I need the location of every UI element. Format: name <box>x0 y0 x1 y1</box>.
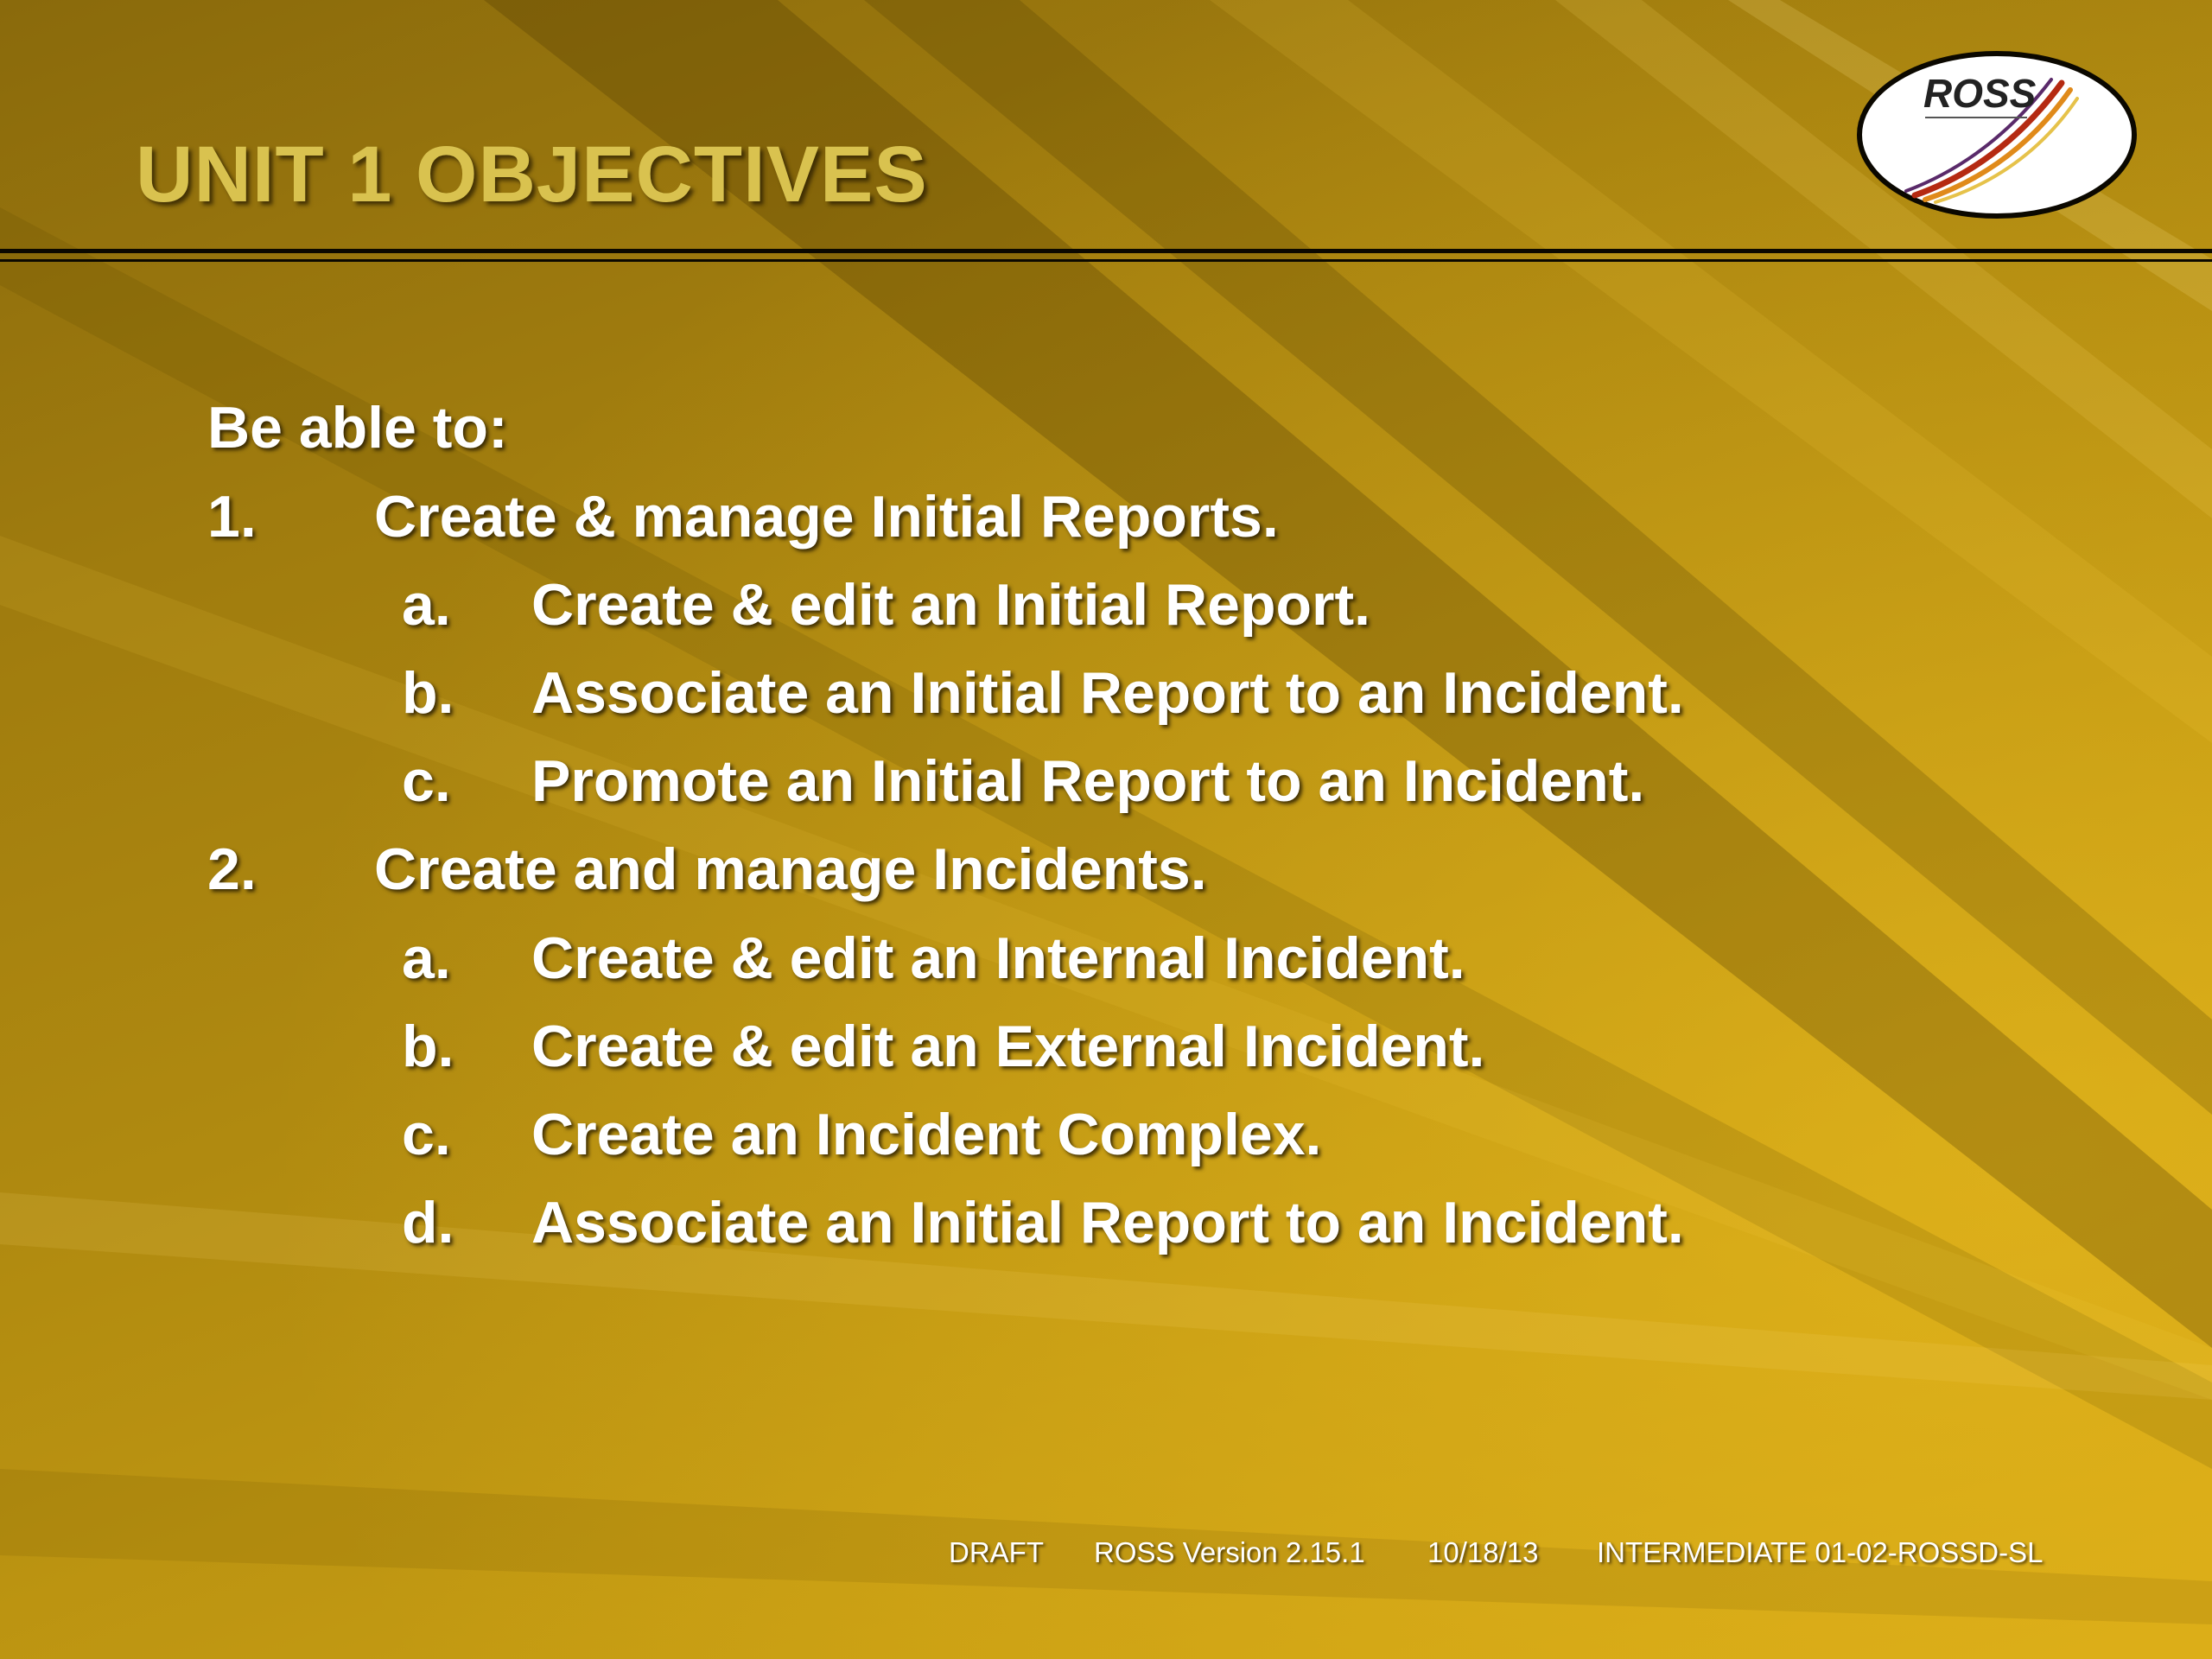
list-item-text: Create & edit an External Incident. <box>531 1014 1485 1079</box>
list-marker: c. <box>402 1102 451 1167</box>
title-divider-thin <box>0 259 2212 262</box>
list-marker: b. <box>402 660 454 726</box>
svg-text:ROSS: ROSS <box>1923 71 2037 116</box>
list-marker: c. <box>402 748 451 814</box>
intro-text: Be able to: <box>207 395 508 461</box>
list-item-text: Promote an Initial Report to an Incident. <box>531 748 1645 814</box>
slide-title: UNIT 1 OBJECTIVES <box>136 130 928 219</box>
footer-draft: DRAFT <box>949 1536 1044 1568</box>
list-marker: 2. <box>207 836 257 902</box>
list-item-text: Associate an Initial Report to an Incident. <box>531 660 1684 726</box>
title-divider <box>0 249 2212 253</box>
list-item-text: Create and manage Incidents. <box>374 836 1207 902</box>
list-marker: d. <box>402 1190 454 1255</box>
list-marker: a. <box>402 925 451 991</box>
list-item-text: Create & edit an Initial Report. <box>531 572 1371 638</box>
list-item-text: Create & manage Initial Reports. <box>374 484 1279 550</box>
footer-version: ROSS Version 2.15.1 <box>1094 1536 1365 1568</box>
list-marker: 1. <box>207 484 257 550</box>
list-marker: a. <box>402 572 451 638</box>
list-marker: b. <box>402 1014 454 1079</box>
footer-date: 10/18/13 <box>1427 1536 1539 1568</box>
footer-code: INTERMEDIATE 01-02-ROSSD-SL <box>1597 1536 2044 1568</box>
list-item-text: Associate an Initial Report to an Incident. <box>531 1190 1684 1255</box>
list-item-text: Create an Incident Complex. <box>531 1102 1322 1167</box>
list-item-text: Create & edit an Internal Incident. <box>531 925 1465 991</box>
ross-logo <box>1854 48 2139 221</box>
